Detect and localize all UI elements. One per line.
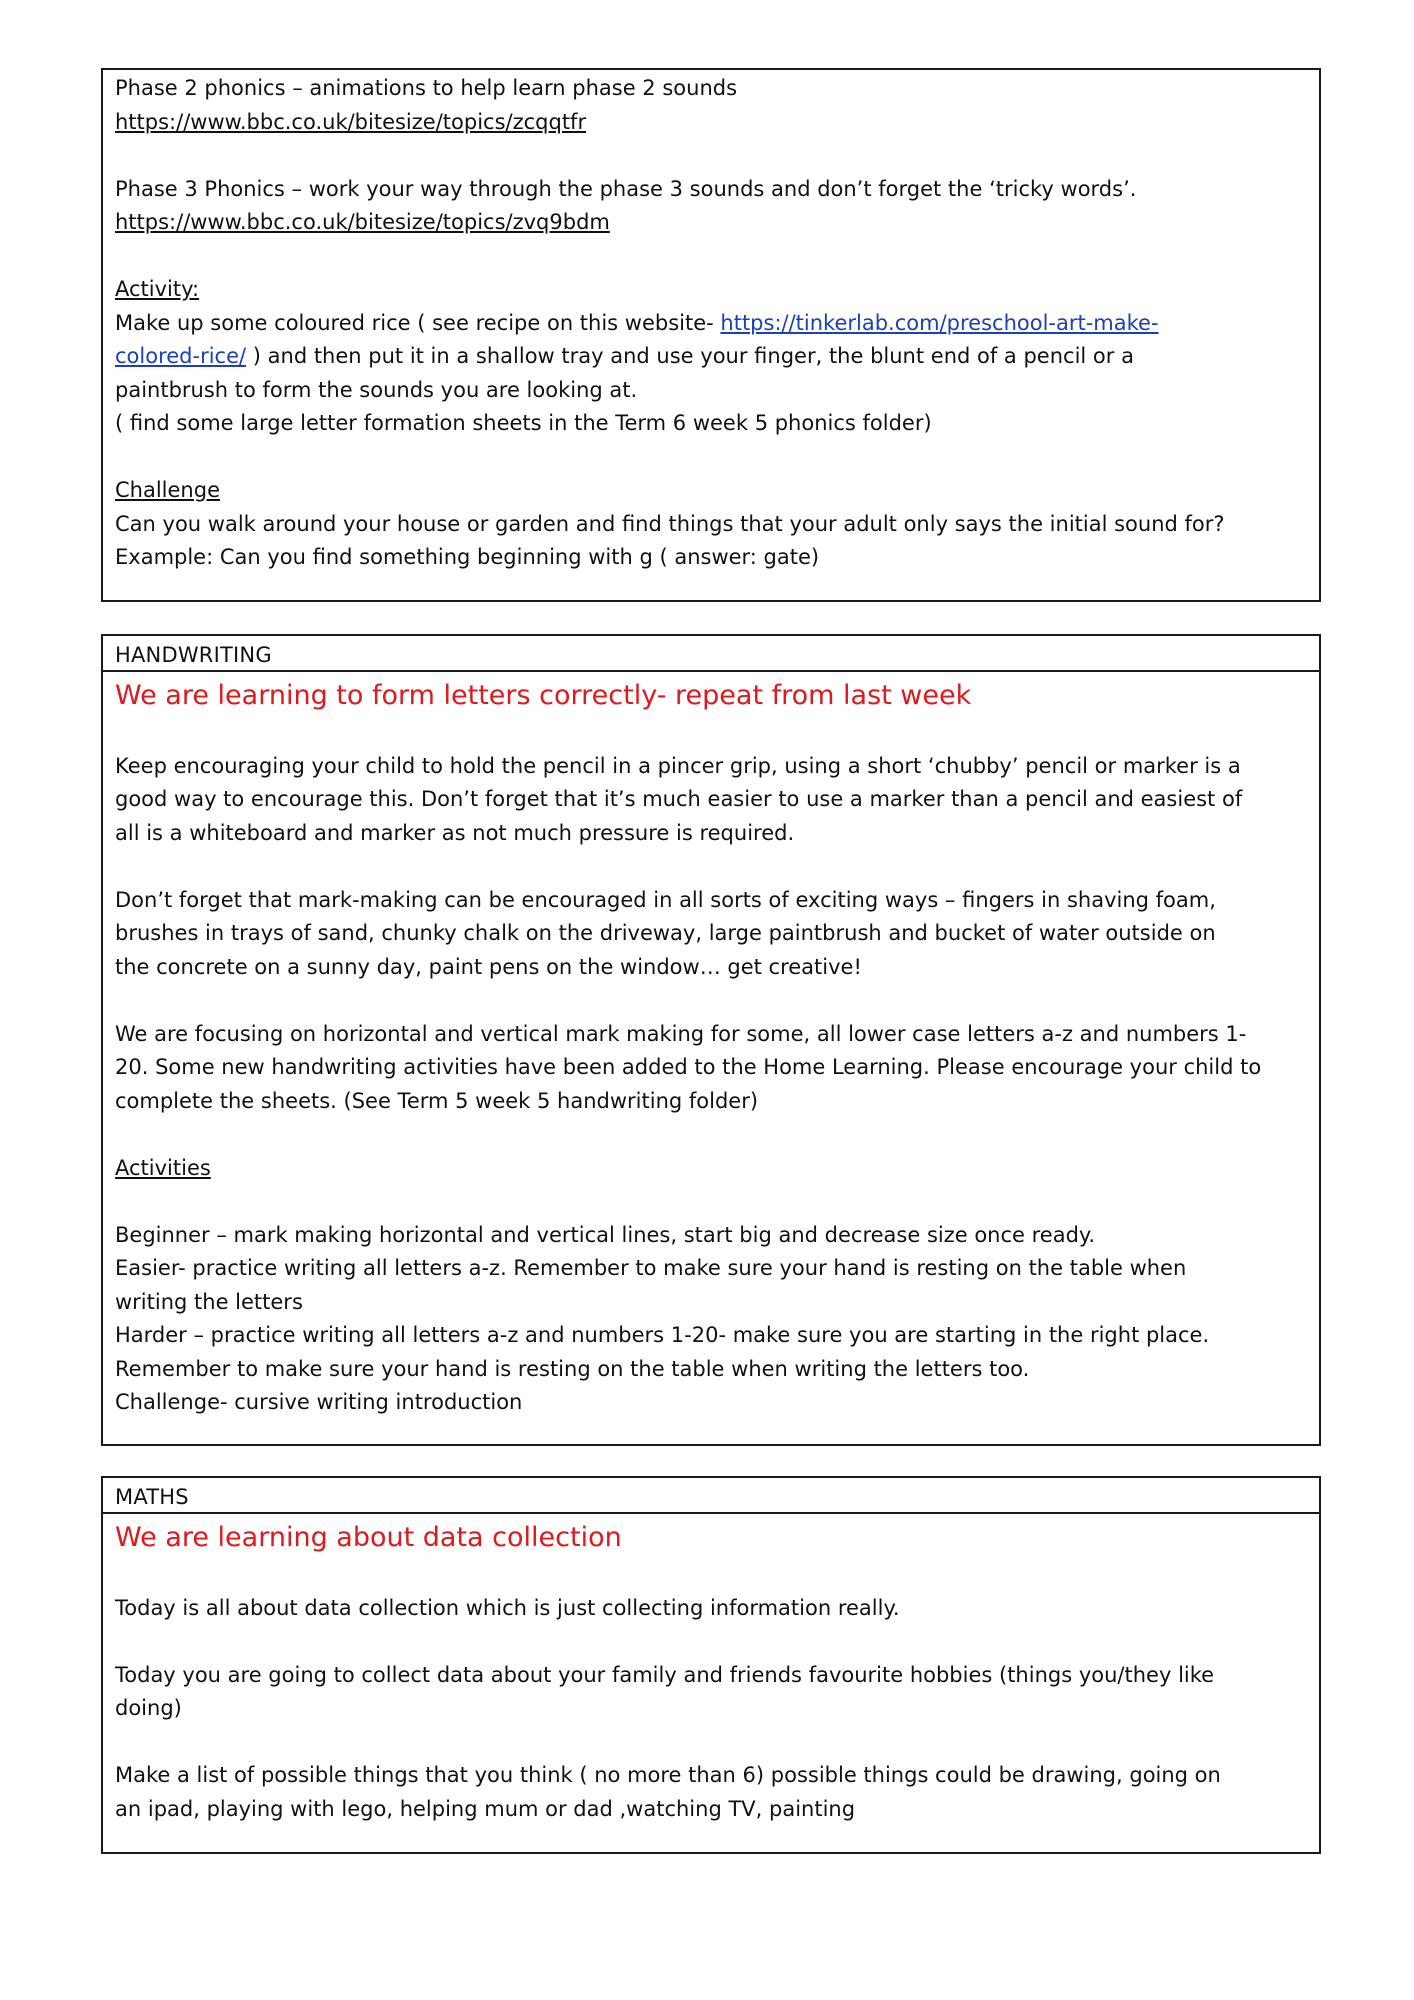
handwriting-content bbox=[103, 672, 1319, 1420]
activity-harder: Harder – practice writing all letters a-z and numbers 1-20- make sure you are starting in the right place. bbox=[115, 1323, 1210, 1347]
handwriting-para1-line-1: Keep encouraging your child to hold the pencil in a pincer grip, using a short ‘chubby’ pencil or marker is a bbox=[115, 753, 1241, 778]
activity-line-1 bbox=[115, 307, 1307, 341]
phase2-url-link[interactable]: https://www.bbc.co.uk/bitesize/topics/zcqqtfr bbox=[115, 109, 587, 134]
handwriting-para1-line-2: good way to encourage this. Don’t forget that it’s much easier to use a marker than a pencil and easiest of bbox=[115, 787, 1243, 811]
maths-objective: We are learning about data collection bbox=[115, 1522, 622, 1553]
maths-para3-line-2: an ipad, playing with lego, helping mum or dad ,watching TV, painting bbox=[115, 1796, 856, 1821]
handwriting-objective: We are learning to form letters correctly- repeat from last week bbox=[115, 680, 972, 711]
activity-line-2 bbox=[115, 340, 1307, 374]
challenge-heading: Challenge bbox=[115, 478, 220, 502]
activities-heading: Activities bbox=[115, 1155, 211, 1180]
activity-line-4: ( find some large letter formation sheets in the Term 6 week 5 phonics folder) bbox=[115, 411, 932, 435]
activity-line-2-text: ) and then put it in a shallow tray and use your finger, the blunt end of a pencil or a bbox=[246, 344, 1134, 368]
activity-harder-cont: Remember to make sure your hand is resting on the table when writing the letters too. bbox=[115, 1356, 1030, 1381]
handwriting-para2-line-3: the concrete on a sunny day, paint pens on the window… get creative! bbox=[115, 954, 862, 979]
maths-para2-line-2: doing) bbox=[115, 1696, 182, 1720]
maths-box bbox=[101, 1476, 1321, 1854]
handwriting-para2-line-2: brushes in trays of sand, chunky chalk on the driveway, large paintbrush and bucket of water outside on bbox=[115, 921, 1216, 945]
challenge-line-2: Example: Can you find something beginning with g ( answer: gate) bbox=[115, 545, 820, 569]
activity-heading: Activity: bbox=[115, 277, 200, 301]
activity-line-3: paintbrush to form the sounds you are looking at. bbox=[115, 377, 638, 402]
handwriting-box bbox=[101, 634, 1321, 1446]
phase3-text: Phase 3 Phonics – work your way through the phase 3 sounds and don’t forget the ‘tricky words’. bbox=[115, 176, 1137, 201]
handwriting-para3-line-1: We are focusing on horizontal and vertical mark making for some, all lower case letters a-z and numbers 1- bbox=[115, 1021, 1247, 1046]
handwriting-header: HANDWRITING bbox=[103, 636, 1319, 672]
tinkerlab-link-part-1[interactable]: https://tinkerlab.com/preschool-art-make- bbox=[720, 310, 1159, 335]
activity-line-1-text: Make up some coloured rice ( see recipe on this website- bbox=[115, 310, 721, 335]
maths-header: MATHS bbox=[103, 1478, 1319, 1514]
activity-beginner: Beginner – mark making horizontal and vertical lines, start big and decrease size once ready. bbox=[115, 1222, 1096, 1247]
phase2-text: Phase 2 phonics – animations to help learn phase 2 sounds bbox=[115, 76, 738, 100]
challenge-line-1: Can you walk around your house or garden and find things that your adult only says the initial sound for? bbox=[115, 511, 1225, 536]
activity-easier-cont: writing the letters bbox=[115, 1289, 303, 1314]
handwriting-para1-line-3: all is a whiteboard and marker as not much pressure is required. bbox=[115, 820, 795, 845]
activity-easier: Easier- practice writing all letters a-z. Remember to make sure your hand is resting on the table when bbox=[115, 1256, 1187, 1280]
maths-para1: Today is all about data collection which is just collecting information really. bbox=[115, 1595, 900, 1620]
phase3-url-link[interactable]: https://www.bbc.co.uk/bitesize/topics/zvq9bdm bbox=[115, 210, 610, 234]
maths-para3-line-1: Make a list of possible things that you think ( no more than 6) possible things could be drawing, going on bbox=[115, 1763, 1221, 1787]
handwriting-para3-line-3: complete the sheets. (See Term 5 week 5 handwriting folder) bbox=[115, 1088, 759, 1113]
handwriting-para3-line-2: 20. Some new handwriting activities have been added to the Home Learning. Please encourage your child to bbox=[115, 1055, 1262, 1079]
tinkerlab-link-part-2[interactable]: colored-rice/ bbox=[115, 344, 247, 368]
maths-para2-line-1: Today you are going to collect data about your family and friends favourite hobbies (things you/they like bbox=[115, 1662, 1215, 1687]
phonics-content bbox=[103, 70, 1319, 575]
phonics-box bbox=[101, 68, 1321, 602]
maths-content bbox=[103, 1514, 1319, 1826]
activity-challenge: Challenge- cursive writing introduction bbox=[115, 1390, 523, 1414]
handwriting-para2-line-1: Don’t forget that mark-making can be encouraged in all sorts of exciting ways – fingers in shaving foam, bbox=[115, 887, 1216, 912]
